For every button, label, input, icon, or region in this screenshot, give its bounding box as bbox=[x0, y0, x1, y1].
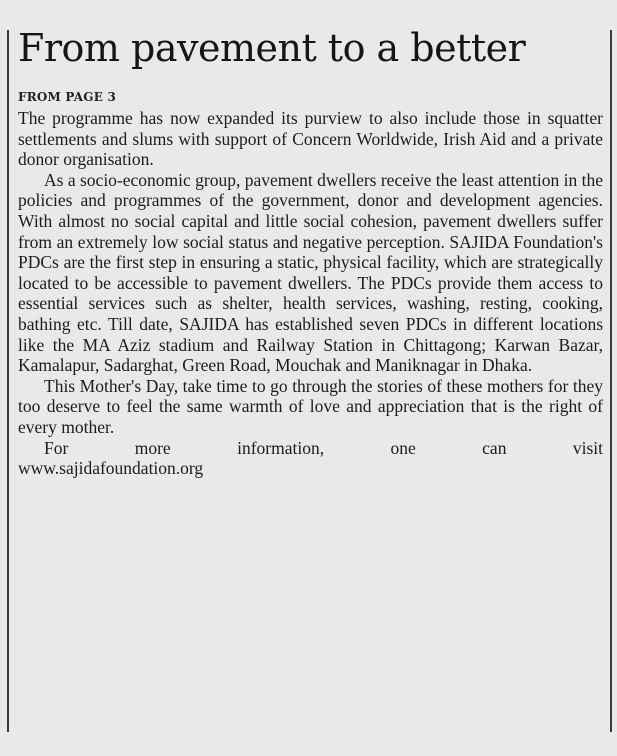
article-headline: From pavement to a better bbox=[18, 26, 526, 70]
article-body bbox=[18, 108, 603, 479]
column-rule-left bbox=[7, 30, 9, 732]
continuation-kicker: FROM PAGE 3 bbox=[18, 90, 116, 104]
article-paragraph-3: This Mother's Day, take time to go through the stories of these mothers for they too deserve to feel the same warmth of love and appreciation that is the right of every mother. bbox=[18, 375, 603, 437]
closing-line: For more information, one can visit bbox=[44, 437, 603, 458]
column-rule-right bbox=[610, 30, 612, 732]
website-url: www.sajidafoundation.org bbox=[18, 458, 204, 479]
article-paragraph-1: The programme has now expanded its purview to also include those in squatter settlements and slums with support of Concern Worldwide, Irish Aid and a private donor organisation. bbox=[18, 108, 603, 170]
article-paragraph-2: As a socio-economic group, pavement dwellers receive the least attention in the policies and programmes of the government, donor and development agencies. With almost no social capital and little social cohesion, pavement dwellers suffer from an extremely low social status and negative perception. SAJIDA Foundation's PDCs are the first step in ensuring a static, physical facility, which are strategically located to be accessible to pavement dwellers. The PDCs provide them access to essential services such as shelter, health services, washing, resting, cooking, bathing etc. Till date, SAJIDA has established seven PDCs in different locations like the MA Aziz stadium and Railway Station in Chittagong; Karwan Bazar, Kamalapur, Sadarghat, Green Road, Mouchak and Maniknagar in Dhaka. bbox=[18, 169, 603, 376]
